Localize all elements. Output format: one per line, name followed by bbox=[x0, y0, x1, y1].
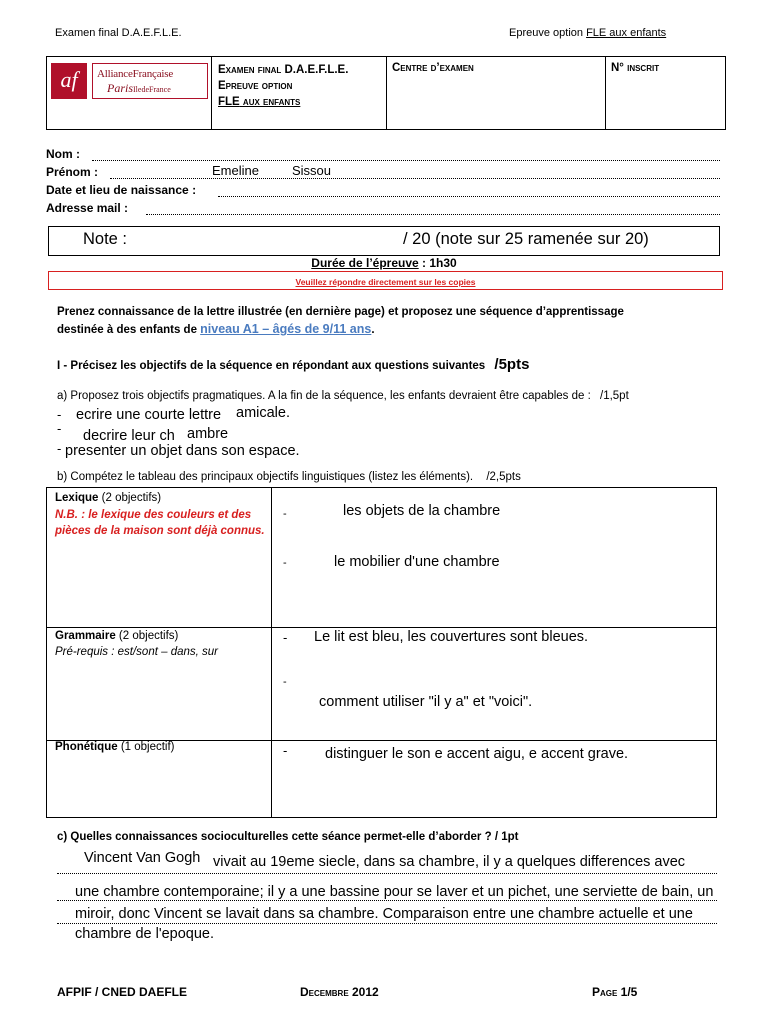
exam-title-enfants: aux enfants bbox=[239, 96, 301, 108]
table-column-divider bbox=[271, 488, 272, 817]
answer-a-dash-1: - bbox=[57, 407, 62, 422]
grammaire-heading bbox=[55, 628, 267, 644]
birth-label: Date et lieu de naissance : bbox=[46, 183, 197, 197]
answer-c-dotted-1 bbox=[57, 872, 717, 874]
answer-a-2: decrire leur ch bbox=[83, 428, 175, 444]
lexique-title: Lexique bbox=[55, 492, 99, 504]
phonetique-answer-1: distinguer le son e accent aigu, e accent grave. bbox=[325, 746, 629, 762]
answer-a-1b: amicale. bbox=[236, 405, 290, 421]
question-b-points: /2,5pts bbox=[486, 471, 521, 483]
answer-a-2b: ambre bbox=[187, 426, 229, 442]
warning-text: Veuillez répondre directement sur les copies bbox=[295, 277, 476, 287]
note-label: Note : bbox=[83, 230, 128, 248]
logo-line-2 bbox=[107, 81, 171, 96]
answer-a-dash-2: - bbox=[57, 421, 62, 436]
duration-line bbox=[0, 256, 768, 270]
grammaire-dash-1: - bbox=[283, 630, 288, 645]
question-a bbox=[57, 390, 629, 402]
logo-line-1: AllianceFrançaise bbox=[97, 68, 174, 80]
intro-end: . bbox=[371, 324, 375, 336]
prenom-field[interactable] bbox=[110, 177, 720, 179]
question-c: c) Quelles connaissances socioculturelles cette séance permet-elle d’aborder ? / 1pt bbox=[57, 831, 519, 843]
note-score: / 20 (note sur 25 ramenée sur 20) bbox=[403, 230, 649, 248]
logo-paris: Paris bbox=[107, 81, 134, 95]
lexique-dash-2: - bbox=[283, 557, 287, 569]
prenom-last-value: Sissou bbox=[292, 163, 332, 178]
page-header-right bbox=[509, 27, 666, 39]
page-header-right-link: FLE aux enfants bbox=[586, 27, 667, 39]
registration-number-label: N° inscrit bbox=[611, 62, 660, 74]
answer-c-dotted-2 bbox=[57, 899, 717, 901]
answer-c-line-4: chambre de l'epoque. bbox=[75, 926, 215, 942]
page-header-right-prefix: Epreuve option bbox=[509, 27, 587, 39]
note-box bbox=[48, 226, 720, 256]
answer-c-line-1a: Vincent Van Gogh bbox=[84, 850, 201, 866]
exam-title-cell bbox=[218, 62, 348, 110]
lexique-cell bbox=[55, 490, 267, 539]
answer-a-dash-3: - bbox=[57, 441, 62, 456]
af-mark: af bbox=[60, 67, 78, 92]
grammaire-count: (2 objectifs) bbox=[115, 630, 179, 642]
identity-section bbox=[46, 147, 726, 217]
phonetique-title: Phonétique bbox=[55, 741, 118, 753]
prenom-first-value: Emeline bbox=[212, 163, 259, 178]
phonetique-count: (1 objectif) bbox=[117, 741, 175, 753]
intro-line-1: Prenez connaissance de la lettre illustrée (en dernière page) et proposez une séquence d’apprentissage bbox=[57, 306, 624, 318]
question-b bbox=[57, 471, 521, 483]
header-table bbox=[46, 56, 726, 130]
question-b-text: b) Compétez le tableau des principaux objectifs linguistiques (listez les éléments). bbox=[57, 471, 474, 483]
exam-title-line-3 bbox=[218, 94, 348, 110]
email-field[interactable] bbox=[146, 213, 720, 215]
alliance-francaise-logo bbox=[51, 63, 203, 99]
lexique-answer-1: les objets de la chambre bbox=[343, 503, 501, 519]
footer-left: AFPIF / CNED DAEFLE bbox=[57, 985, 188, 999]
intro-level: niveau A1 – âgés de 9/11 ans bbox=[200, 322, 372, 336]
header-divider-3 bbox=[605, 57, 606, 129]
lexique-dash-1: - bbox=[283, 508, 287, 520]
intro-line-2 bbox=[57, 321, 624, 339]
answer-c-line-2: une chambre contemporaine; il y a une bassine pour se laver et un pichet, une serviette de bain, un bbox=[75, 884, 714, 900]
nom-field[interactable] bbox=[92, 159, 720, 161]
grammaire-cell bbox=[55, 628, 267, 660]
af-logo-icon bbox=[51, 63, 87, 99]
phonetique-dash-1: - bbox=[283, 743, 288, 758]
grammaire-prerequisites: Pré-requis : est/sont – dans, sur bbox=[55, 646, 218, 658]
phonetique-cell bbox=[55, 741, 267, 753]
footer-right: Page 1/5 bbox=[592, 985, 638, 999]
answer-a-1: ecrire une courte lettre bbox=[76, 407, 222, 423]
section-1-points: /5pts bbox=[494, 356, 530, 373]
logo-text-box bbox=[92, 63, 208, 99]
exam-center-label: Centre d’examen bbox=[392, 62, 474, 74]
question-a-points: /1,5pt bbox=[600, 390, 629, 402]
grammaire-answer-1: Le lit est bleu, les couvertures sont bleues. bbox=[314, 629, 589, 645]
header-divider-2 bbox=[386, 57, 387, 129]
exam-title-fle: FLE bbox=[218, 96, 240, 108]
exam-title-line-2: Epreuve option bbox=[218, 80, 293, 92]
exam-title-line-1: Examen final D.A.E.F.L.E. bbox=[218, 64, 349, 76]
prenom-label: Prénom : bbox=[46, 165, 99, 179]
intro-line-2-text: destinée à des enfants de bbox=[57, 324, 201, 336]
nom-label: Nom : bbox=[46, 147, 80, 161]
grammaire-answer-2: comment utiliser "il y a" et "voici". bbox=[319, 694, 533, 710]
objectives-table bbox=[46, 487, 717, 818]
footer-center: Decembre 2012 bbox=[300, 985, 379, 999]
duration-label: Durée de l’épreuve bbox=[311, 256, 419, 270]
intro-paragraph bbox=[57, 304, 624, 339]
warning-box bbox=[48, 271, 723, 290]
answer-c-dotted-3 bbox=[57, 922, 717, 924]
duration-value: : 1h30 bbox=[418, 256, 457, 270]
header-divider-1 bbox=[211, 57, 212, 129]
lexique-heading bbox=[55, 490, 267, 506]
section-1-title bbox=[57, 356, 529, 373]
answer-c-line-3: miroir, donc Vincent se lavait dans sa chambre. Comparaison entre une chambre actuelle et une bbox=[75, 906, 693, 922]
birth-field[interactable] bbox=[218, 195, 720, 197]
logo-region: IledeFrance bbox=[133, 85, 171, 94]
email-label: Adresse mail : bbox=[46, 201, 129, 215]
section-1-text: I - Précisez les objectifs de la séquence en répondant aux questions suivantes bbox=[57, 360, 486, 372]
answer-a-3: presenter un objet dans son espace. bbox=[65, 443, 300, 459]
question-a-text: a) Proposez trois objectifs pragmatiques. A la fin de la séquence, les enfants devraient être capables de : bbox=[57, 390, 591, 402]
grammaire-title: Grammaire bbox=[55, 630, 116, 642]
page-header-left: Examen final D.A.E.F.L.E. bbox=[55, 27, 182, 39]
answer-c-line-1b: vivait au 19eme siecle, dans sa chambre, il y a quelques differences avec bbox=[213, 854, 686, 870]
lexique-nb: N.B. : le lexique des couleurs et des pièces de la maison sont déjà connus. bbox=[55, 509, 265, 537]
lexique-answer-2: le mobilier d'une chambre bbox=[334, 554, 500, 570]
grammaire-dash-2: - bbox=[283, 676, 287, 688]
lexique-count: (2 objectifs) bbox=[98, 492, 162, 504]
